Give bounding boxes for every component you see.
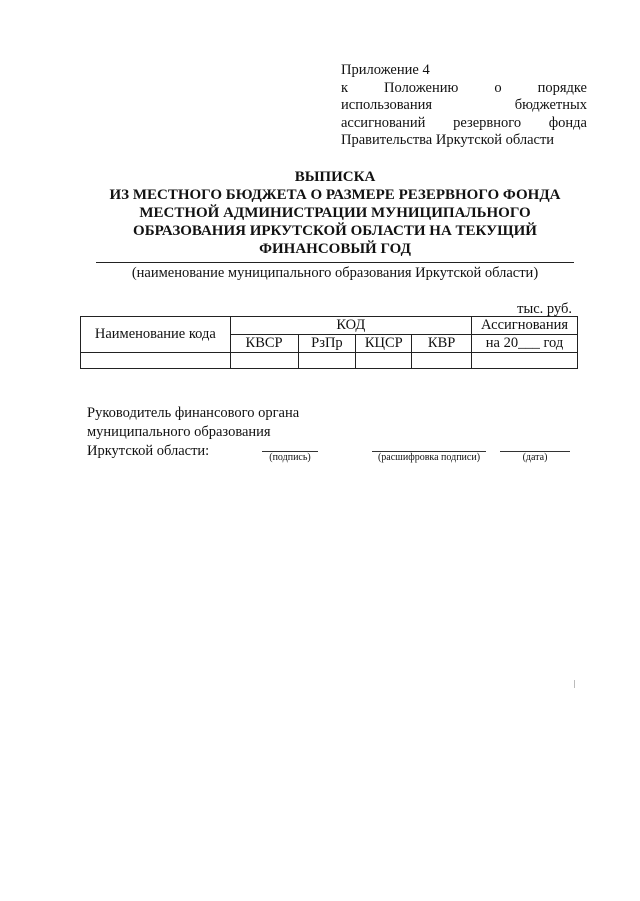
table-cell (298, 353, 356, 369)
table-cell (230, 353, 298, 369)
title-line: ОБРАЗОВАНИЯ ИРКУТСКОЙ ОБЛАСТИ НА ТЕКУЩИЙ (133, 223, 537, 239)
signatory-line: Руководитель финансового органа (87, 405, 300, 421)
header-allocations-year: на 20___ год (472, 335, 578, 353)
header-code-group: КОД (230, 317, 471, 335)
title-line: МЕСТНОЙ АДМИНИСТРАЦИИ МУНИЦИПАЛЬНОГО (139, 205, 531, 221)
header-kvsr: КВСР (230, 335, 298, 353)
table-row (81, 353, 578, 369)
date-field (500, 451, 570, 463)
signature-field (262, 451, 318, 463)
header-rzpr: РзПр (298, 335, 356, 353)
title-line: ВЫПИСКА (294, 169, 376, 185)
annex-line: Приложение 4 (341, 62, 430, 78)
header-kvr: КВР (412, 335, 472, 353)
table-cell (356, 353, 412, 369)
municipality-caption: (наименование муниципального образования Иркутской области) (131, 265, 539, 281)
header-allocations: Ассигнования (472, 317, 578, 335)
units-label: тыс. руб. (517, 301, 572, 317)
signature-caption: (подпись) (269, 452, 311, 463)
municipality-fill-line (96, 262, 574, 263)
date-caption: (дата) (522, 452, 548, 463)
signature-decode-field (372, 451, 486, 463)
table-cell (81, 353, 231, 369)
codes-table (80, 316, 578, 369)
signature-decode-caption: (расшифровка подписи) (377, 452, 481, 463)
scan-speck (574, 680, 575, 688)
annex-line: Правительства Иркутской области (341, 132, 555, 148)
header-code-name: Наименование кода (81, 317, 231, 353)
annex-line: ассигнований резервного фонда (341, 114, 587, 131)
table-cell (412, 353, 472, 369)
signatory-line: Иркутской области: (87, 443, 210, 459)
title-line: ФИНАНСОВЫЙ ГОД (259, 241, 411, 257)
header-kcsr: КЦСР (356, 335, 412, 353)
annex-line: к Положению о порядке (341, 79, 587, 96)
annex-header (341, 62, 587, 150)
annex-line: использования бюджетных (341, 97, 587, 113)
title-line: ИЗ МЕСТНОГО БЮДЖЕТА О РАЗМЕРЕ РЕЗЕРВНОГО ФОНДА (109, 187, 561, 203)
table-cell (472, 353, 578, 369)
signatory-line: муниципального образования (87, 424, 271, 440)
document-title (96, 168, 574, 258)
